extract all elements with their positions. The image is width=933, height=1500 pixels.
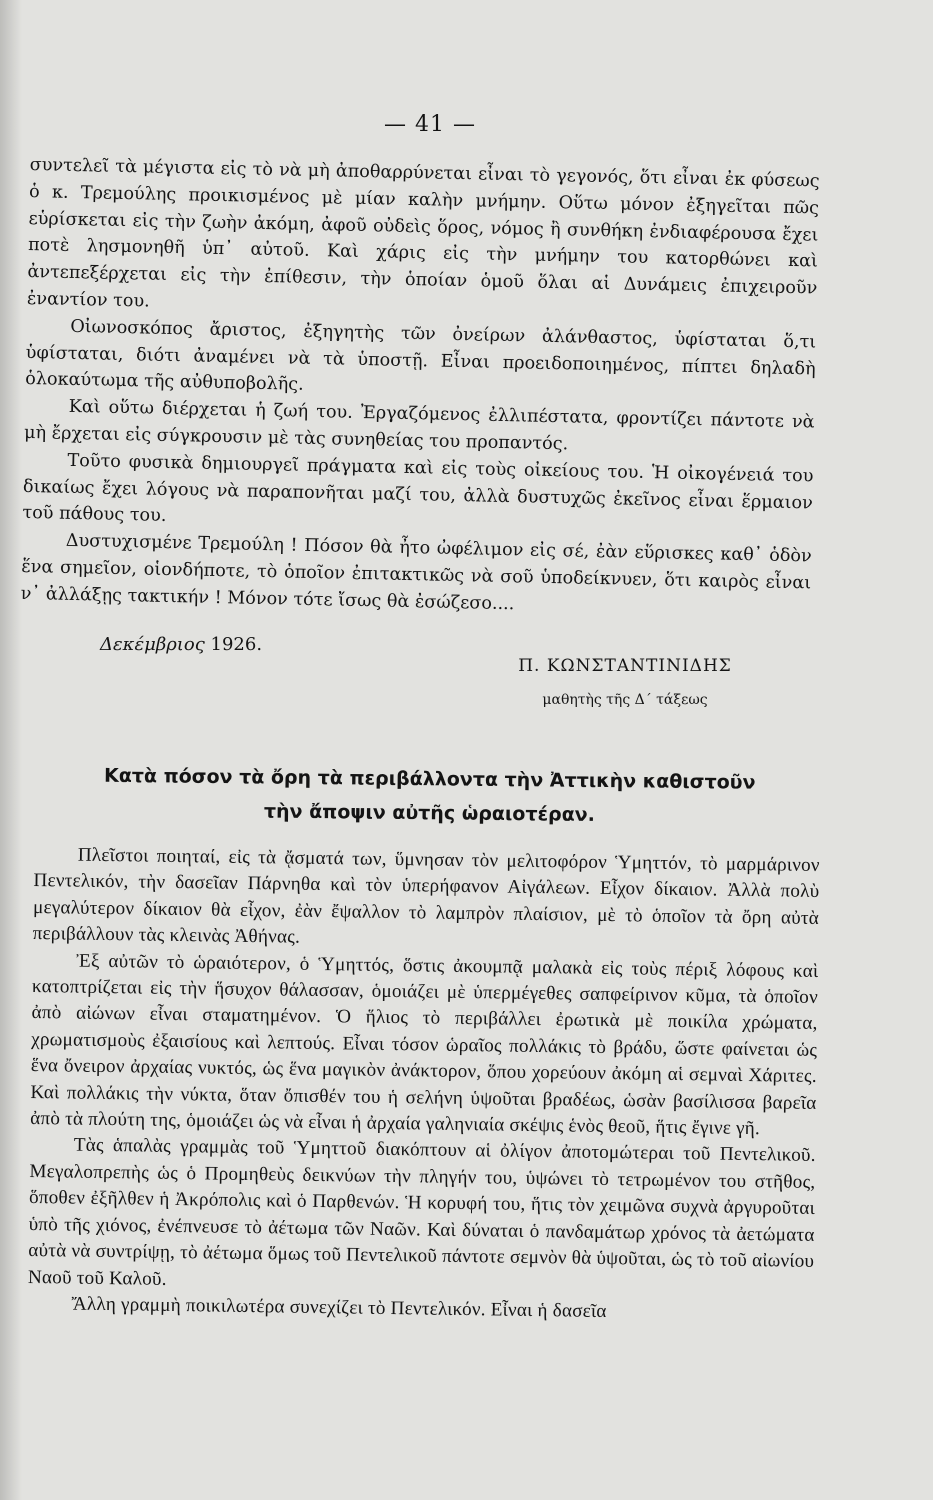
- page-edge-shadow: [0, 0, 22, 1500]
- article-1-paragraph: Οἰωνοσκόπος ἄριστος, ἐξηγητὴς τῶν ὀνείρων ἀλάνθαστος, ὑφίσταται ὅ,τι ὑφίσταται, διότι ἀναμένει νὰ τὰ ὑποστῇ. Εἶναι προειδοποιημένος, πίπτει δηλαδὴ ὁλοκαύτωμα τῆς αὐθυποβολῆς.: [25, 316, 817, 396]
- date-month: Δεκέμβριος: [100, 634, 205, 655]
- date-year: 1926.: [210, 634, 263, 655]
- author-name: Π. ΚΩΝΣΤΑΝΤΙΝΙΔΗΣ: [518, 656, 732, 676]
- article-1-paragraph: Καὶ οὕτω διέρχεται ἡ ζωή του. Ἐργαζόμενος ἐλλιπέστατα, φροντίζει πάντοτε νὰ μὴ ἔρχεται εἰς σύγκρουσιν μὲ τὰς συνηθείας του προπαντός.: [23, 397, 815, 455]
- article-2-paragraph: Πλεῖστοι ποιηταί, εἰς τὰ ᾄσματά των, ὕμνησαν τὸν μελιτοφόρον Ὑμηττόν, τὸ μαρμάρινον Πεντελικόν, τὴν δασεῖαν Πάρνηθα καὶ τὸν ὑπερήφανον Αἰγάλεων. Εἶχον δίκαιον. Ἀλλὰ πολὺ μεγαλύτερον δίκαιον θὰ εἶχον, ἐὰν ἔψαλλον τὸ λαμπρὸν πλαίσιον, μὲ τὸ ὁποῖον τὰ ὄρη αὐτὰ περιβάλλουν τὰς κλεινὰς Ἀθήνας.: [32, 844, 820, 948]
- article-2-title-line: Κατὰ πόσον τὰ ὄρη τὰ περιβάλλοντα τὴν Ἀττικὴν καθιστοῦν: [103, 764, 756, 794]
- dateline: [100, 634, 262, 655]
- article-2-title: [29, 758, 830, 834]
- article-1-paragraph: Τοῦτο φυσικὰ δημιουργεῖ πράγματα καὶ εἰς τοὺς οἰκείους του. Ἡ οἰκογένειά του δικαίως ἔχει λόγους νὰ παραπονῆται μαζί του, ἀλλὰ δυστυχῶς ἐκεῖνος εἶναι ἕρμαιον τοῦ πάθους του.: [22, 450, 814, 527]
- article-2-paragraph: Τὰς ἁπαλὰς γραμμὰς τοῦ Ὑμηττοῦ διακόπτουν αἱ ὀλίγον ἀποτομώτεραι τοῦ Πεντελικοῦ. Μεγαλοπρεπὴς ὡς ὁ Προμηθεὺς δεικνύων τὴν πληγήν του, ὑψώνει τὸ τετρωμένον του στῆθος, ὅποθεν ἐξῆλθεν ἡ Ἀκρόπολις καὶ ὁ Παρθενών. Ἡ κορυφή του, ἥτις τὸν χειμῶνα συχνὰ ἀργυροῦται ὑπὸ τῆς χιόνος, ἐνέπνευσε τὸ ἀέτωμα τῶν Ναῶν. Καὶ δύναται ὁ πανδαμάτωρ χρόνος τὰ ἀετώματα αὐτὰ νὰ συντρίψῃ, τὸ ἀέτωμα ὅμως τοῦ Πεντελικοῦ πάντοτε σεμνὸν θὰ ὑψοῦται, ὡς τὸ τοῦ αἰωνίου Ναοῦ τοῦ Καλοῦ.: [27, 1135, 816, 1290]
- article-2-title-line: τὴν ἄποψιν αὐτῆς ὡραιοτέραν.: [263, 800, 596, 826]
- article-1-paragraph: συντελεῖ τὰ μέγιστα εἰς τὸ νὰ μὴ ἀποθαρρύνεται εἶναι τὸ γεγονός, ὅτι εἶναι ἐκ φύσεως ὁ κ. Τρεμούλης προικισμένος μὲ μίαν καλὴν μνήμην. Οὕτω μόνον ἐξηγεῖται πῶς εὑρίσκεται εἰς τὴν ζωὴν ἀκόμη, ἀφοῦ οὐδεὶς ὅρος, νόμος ἢ συνθήκη ἐνδιαφέρουσα ἔχει ποτὲ λησμονηθῆ ὑπ᾽ αὐτοῦ. Καὶ χάρις εἰς τὴν μνήμην του κατορθώνει καὶ ἀντεπεξέρχεται εἰς τὴν ἐπίθεσιν, τὴν ὁποίαν ὁμοῦ ὅλαι αἱ Δυνάμεις ἐπιχειροῦν ἐναντίον του.: [26, 154, 820, 312]
- article-2-paragraph: Ἄλλη γραμμὴ ποικιλωτέρα συνεχίζει τὸ Πεντελικόν. Εἶναι ἡ δασεῖα: [71, 1293, 607, 1322]
- author-role: μαθητὴς τῆς Δ´ τάξεως: [542, 692, 708, 708]
- article-2-paragraph: Ἐξ αὐτῶν τὸ ὡραιότερον, ὁ Ὑμηττός, ὅστις ἀκουμπᾷ μαλακὰ εἰς τοὺς πέριξ λόφους καὶ κατοπτρίζεται εἰς τὴν ἥσυχον θάλασσαν, ὁμοιάζει μὲ ὑπερμέγεθες σαπφείρινον κῦμα, τὰ ὁποῖον ἀπὸ αἰώνων εἶναι σταματημένον. Ὁ ἥλιος τὸ περιβάλλει ἐρωτικὰ μὲ ποικίλα χρώματα, χρωματισμοὺς ἐξαισίους καὶ λεπτούς. Εἶναι τόσον ὡραῖος πολλάκις τὸ βράδυ, ὥστε φαίνεται ὡς ἕνα ὄνειρον ἀρχαίας νυκτός, ὡς ἕνα μαγικὸν ἀνάκτορον, ὅπου χορεύουν ἀκόμη αἱ σεμναὶ Χάριτες. Καὶ πολλάκις τὴν νύκτα, ὅταν ὄπισθέν του ἡ σελήνη ὑψοῦται βραδέως, ὡσὰν βασίλισσα βαρεῖα ἀπὸ τὰ πλούτη της, ὁμοιάζει ὡς νὰ εἶναι ἡ ἀρχαία γαληνιαία σκέψις ἑνὸς θεοῦ, ἥτις ἔγινε γῆ.: [29, 950, 819, 1140]
- article-1-body: [20, 152, 819, 624]
- article-1-paragraph: Δυστυχισμένε Τρεμούλη ! Πόσον θὰ ἦτο ὠφέλιμον εἰς σέ, ἐὰν εὕρισκες καθ᾽ ὁδὸν ἕνα σημεῖον, οἱονδήποτε, τὸ ὁποῖον ἐπιτακτικῶς νὰ σοῦ ὑποδείκνυεν, ὅτι καιρὸς εἶναι ν᾽ ἀλλάξῃς τακτικήν ! Μόνον τότε ἴσως θὰ ἐσώζεσο....: [20, 530, 812, 614]
- article-2-body: [27, 842, 820, 1328]
- page-number: — 41 —: [384, 112, 476, 137]
